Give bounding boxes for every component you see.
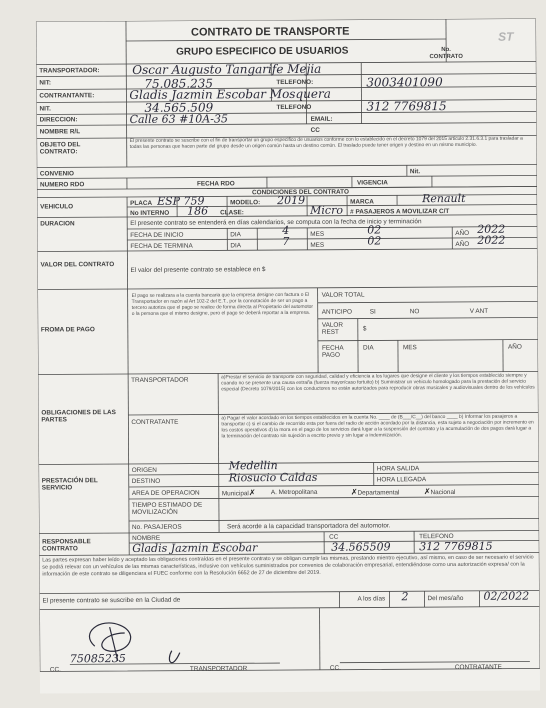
declaracion-text: Las partes expresan haber leído y aceptado las obligaciones contraídas en el presente contrato y se obligan cumplir las mismas, prestando mientro ejecutivo, así mismo, en caso de ser necesario el servicio se podrá relevar con un vehículos de las mismas características, inclusive con vehículos suministrados por convenios de colaboración empresarial, entendiéndose como una autorización expresa/ con la información de este contrato se diligenciara el FUEC conforme con la Resolución 6652 de 27 de diciembre del 2019. (42, 554, 534, 578)
area-nacional (424, 488, 456, 496)
prestacion-label: PRESTACIÓN DEL SERVICIO (41, 477, 98, 492)
clase-value: Micro (310, 203, 343, 217)
destino-label: DESTINO (131, 477, 161, 485)
clase-label: CLASE: (220, 209, 244, 217)
area-departamental (351, 488, 400, 496)
contratante-label: CONTRANTANTE: (39, 92, 95, 100)
anticipo-label: ANTICIPO (321, 308, 352, 316)
modelo-label: MODELO: (230, 199, 261, 207)
destino-value: Riosucio Caldas (228, 470, 318, 485)
modelo-value: 2019 (277, 193, 306, 208)
fecha-inicio-label: FECHA DE INICIO (130, 231, 184, 239)
duracion-text: El presente contrato se entenderá en días calendarios, se computa con la fecha de inicio y terminación (130, 218, 422, 227)
responsable-tel-value: 312 7769815 (419, 539, 493, 554)
placa-label: PLACA (130, 199, 153, 207)
obligaciones-contratante-label: CONTRATANTE (131, 418, 179, 426)
valor-total-label: VALOR TOTAL (321, 291, 365, 299)
firma-cc-label: CC. (49, 666, 61, 674)
suscribe-label: El presente contrato se suscribe en la Ciudad de (42, 596, 181, 605)
no-interno-label: No INTERNO (130, 209, 170, 217)
convenio-nit-label: Nit. (409, 168, 421, 176)
telefono-label: TELEFONO: (276, 78, 314, 87)
valor-label: VALOR DEL CONTRATO (40, 261, 115, 269)
area-label: AREA DE OPERACION (131, 489, 200, 497)
nombre-rl-label: NOMBRE R/L (39, 128, 81, 136)
cc-label: CC (310, 126, 320, 134)
fecha-pago-ano: AÑO (507, 343, 522, 351)
transportador-name: Oscar Augusto Tangarife Mejia (132, 61, 322, 77)
firma-contratante-label: CONTRATANTE (454, 663, 502, 671)
area-municipal-label: Municipal (221, 490, 249, 498)
firma-transportador-label: TRANSPORTADOR (189, 665, 248, 673)
hora-llegada-label: HORA LLEGADA (376, 476, 427, 484)
anticipo-no: NO (409, 308, 420, 316)
dia-suscripcion-value: 2 (401, 590, 409, 604)
inicio-mes-value: 02 (367, 223, 382, 237)
no-interno-value: 186 (187, 204, 209, 218)
condiciones-heading: CONDICIONES DEL CONTRATO (251, 188, 349, 197)
firma-cc-value: 75085235 (69, 651, 126, 666)
contratante-address: Calle 63 #10A-35 (129, 112, 228, 126)
objeto-label: OBJETO DEL CONTRATO: (39, 141, 81, 156)
forma-pago-label: FROMA DE PAGO (40, 326, 95, 334)
transportador-phone: 3003401090 (366, 75, 443, 90)
responsable-label: RESPONSABLE CONTRATO (42, 538, 91, 553)
obligaciones-label: OBLIGACIONES DE LAS PARTES (41, 409, 116, 424)
inicio-ano-value: 2022 (477, 222, 506, 236)
telefono2-label: TELEFONO (276, 103, 312, 112)
mes-ano-value: 02/2022 (483, 589, 530, 603)
company-watermark: ST (498, 29, 514, 44)
contratante-name: Gladis Jazmin Escobar Mosquera (129, 86, 331, 102)
email-label: EMAIL: (310, 115, 333, 123)
nacional-check-icon: ✗ (423, 487, 431, 497)
contratante-nit: 34.565.509 (144, 100, 214, 115)
hora-salida-label: HORA SALIDA (376, 465, 420, 473)
origen-value: Medellin (228, 459, 278, 473)
transportador-nit-label: NIT: (39, 79, 52, 87)
direccion-label: DIRECCION: (39, 116, 78, 124)
origen-label: ORIGEN (131, 466, 157, 474)
marca-label: MARCA (350, 198, 374, 206)
area-metropolitana: A. Metropolitana (270, 488, 318, 497)
obligaciones-transportador-text: a)Prestar el servicio de transporte con seguridad, calidad y eficiencia a los lugares que designe el cliente y los tiempos establecido siempre y cuando no se presente una causa extraña (fuerza mayor/caso fortuito) b) Suministrar un vehiculo homologado para la prestación del servicio especial (Decreto 1079/2015) con los conductores no están autorizados para reproducir obras musicales y audiovisuales dentro de los vehículos (221, 373, 535, 393)
anticipo-vant: V ANT (469, 307, 489, 315)
marca-value: Renault (422, 191, 466, 206)
termina-dia-label: DIA (230, 242, 242, 250)
termina-mes-label: MES (310, 241, 325, 249)
termina-ano-value: 2022 (477, 233, 506, 247)
transportador-nit: 75.085.235 (144, 76, 214, 91)
valor-rest-currency: $ (362, 325, 367, 333)
responsable-cc-label: CC (329, 533, 339, 541)
inicio-ano-label: AÑO (455, 229, 470, 237)
valor-rest-label: VALOR REST (321, 321, 344, 336)
tiempo-label: TIEMPO ESTIMADO DE MOVILIZACIÓN (131, 501, 203, 516)
contract-sheet (36, 18, 540, 693)
municipal-check-icon: ✗ (248, 488, 256, 498)
area-departamental-label: Departamental (357, 489, 400, 497)
valor-text: El valor del presente contrato se establece en $ (130, 266, 266, 274)
responsable-telefono-label: TELEFONO (419, 532, 454, 541)
transportador-label: TRANSPORTADOR: (39, 67, 100, 75)
fecha-pago-dia: DIA (362, 344, 374, 352)
contratante-phone: 312 7769815 (366, 99, 447, 114)
objeto-text: El presente contrato se suscribe con el fin de transportar un grupo especifico de usuarios conforme con lo establecido en el decreto 1079 del 2015 articulo 2.31.6.3.1 para trasladar a todas las personas que hacen parte del grupo desde un origen común hasta un destino común. El traslado puede tener origen y destino en un mismo municipio. (129, 136, 523, 151)
vigencia-label: VIGENCIA (356, 179, 388, 187)
obligaciones-contratante-text: a) Pagar el valor acordado en los tiempos establecidos en la cuenta No. ____ de (B___/C__) del banco ____ b) Informar los pasajeros a transportar c) si el cambio de recorrido esta por fuera del radio de acción acordado por la distancia, esta sujeto a negociación por incremento en los costos operativos d) la mora en el pago de los servicios dará lugar a la suspensión del contrato y la acumulación de dos pagos dará lugar a la terminación del contrato sin sujeción a escrito previo y sin lugar a indemnización. (221, 414, 534, 440)
fecha-pago-mes: MES (402, 344, 417, 352)
a-los-dias-label: A los días (357, 595, 386, 603)
fecha-rdo-label: FECHA RDO (196, 180, 235, 188)
responsable-nombre-label: NOMBRE (132, 534, 161, 542)
inicio-mes-label: MES (310, 230, 325, 238)
contratante-nit-label: NIT. (39, 105, 51, 113)
contract-number-label: No. CONTRATO (429, 46, 463, 61)
convenio-label: CONVENIO (39, 170, 74, 178)
forma-pago-text: El pago se realizara a la cuenta bancaria que la empresa designe con factura o El Transportador en razón al Art 102-2 del E.T., por la connotación de ser un pago a tercero autoriza que el pago se realice de forma directa al Propietario del automotor o la persona que el mismo designe, pero el pago se deberá reportar a la empresa. (131, 292, 314, 318)
termina-mes-value: 02 (367, 234, 382, 248)
document-title: CONTRATO DE TRANSPORTE (190, 25, 350, 39)
no-pasajeros-label: No. PASAJEROS (132, 523, 182, 531)
vehiculo-label: VEHICULO (40, 203, 74, 211)
termina-ano-label: AÑO (455, 240, 470, 248)
no-pasajeros-text: Será acorde a la capacidad transportadora del automotor. (227, 522, 391, 531)
firma-cc2-label: CC. (329, 664, 341, 672)
departamental-check-icon: ✗ (350, 487, 358, 497)
form-grid (36, 18, 540, 693)
termina-dia-value: 7 (282, 234, 290, 249)
numero-rdo-label: NUMERO RDO (39, 181, 85, 189)
responsable-nombre-value: Gladis Jazmin Escobar (132, 541, 258, 555)
inicio-dia-label: DIA (230, 231, 241, 239)
obligaciones-transportador-label: TRANSPORTADOR (131, 376, 189, 384)
fecha-pago-label: FECHA PAGO (321, 344, 344, 359)
duracion-label: DURACION (40, 220, 75, 228)
fecha-termina-label: FECHA DE TERMINA (130, 242, 193, 250)
area-nacional-label: Nacional (430, 488, 456, 497)
area-municipal (222, 489, 256, 497)
document-subtitle: GRUPO ESPECIFICO DE USUARIOS (176, 45, 349, 58)
del-mes-label: Del mes/año (427, 594, 464, 603)
placa-value: ESP 759 (157, 194, 205, 208)
inicio-dia-value: 4 (282, 223, 290, 238)
anticipo-si: SI (369, 308, 376, 316)
pasajeros-label: # PASAJEROS A MOVILIZAR C/T (350, 208, 450, 216)
responsable-cc-value: 34.565509 (331, 540, 391, 554)
